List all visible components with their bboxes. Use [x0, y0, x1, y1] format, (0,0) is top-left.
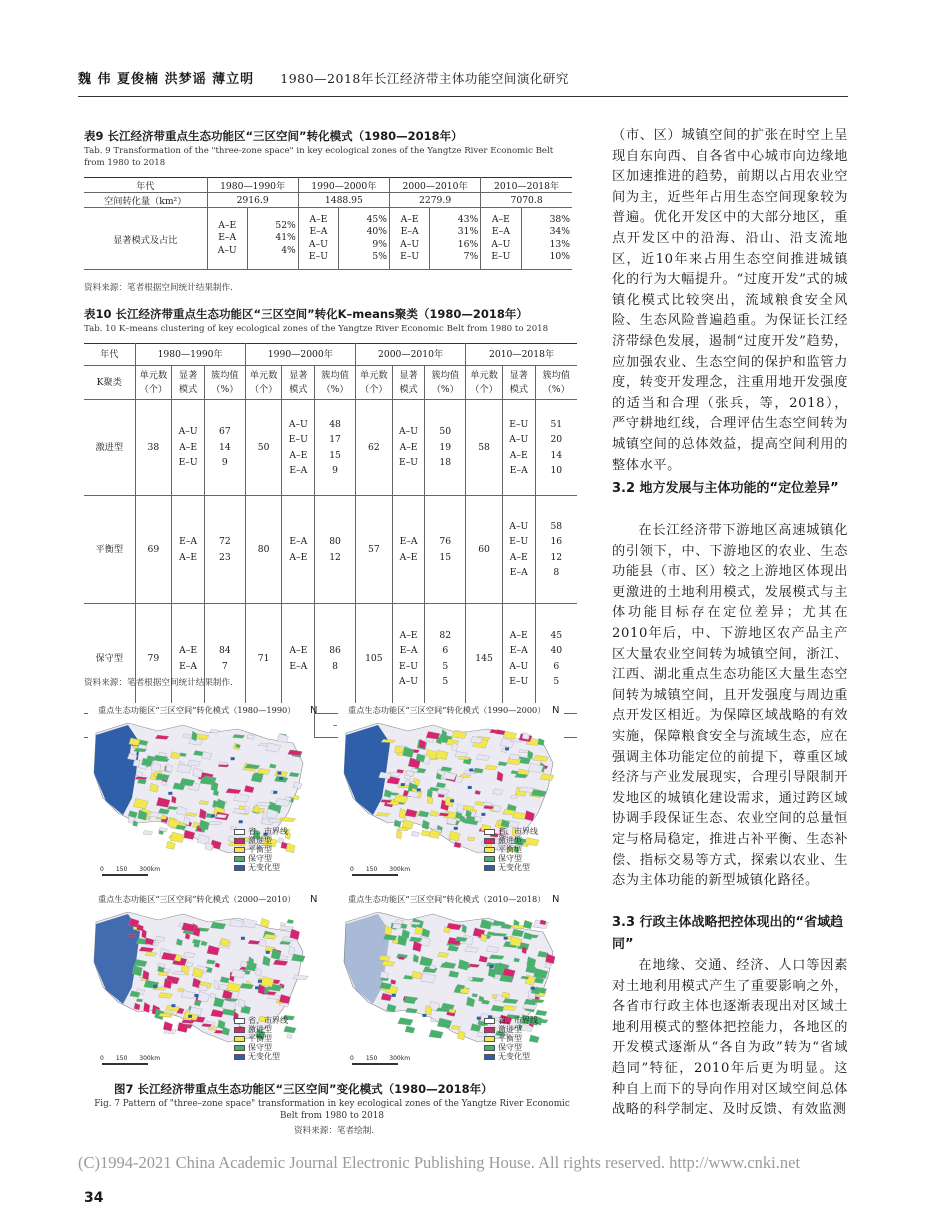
legend-swatch [234, 856, 245, 862]
map-legend [234, 1016, 288, 1061]
county-patch [293, 975, 308, 980]
county-patch [281, 817, 295, 821]
legend-item [234, 827, 288, 836]
county-patch [489, 965, 493, 968]
table10-cluster-mean: 86 8 [315, 604, 356, 714]
map-panel [88, 703, 318, 889]
table9-modes: A–E E–A A–U E–U [389, 208, 429, 270]
legend-label: 省、市界线 [248, 1016, 288, 1025]
map-title: 重点生态功能区“三区空间”转化模式（2010—2018） [348, 894, 546, 904]
table9-source: 资料来源：笔者根据空间统计结果制作. [84, 283, 233, 293]
county-patch [143, 830, 153, 835]
county-patch [468, 786, 472, 789]
county-patch [273, 791, 277, 794]
county-patch [477, 1017, 481, 1020]
table10-subheader: 簇均值 （%） [535, 366, 577, 400]
county-patch [293, 782, 302, 789]
table9-period: 2000—2010年 [389, 178, 480, 193]
legend-item [234, 1016, 288, 1025]
scale-bar [102, 874, 148, 876]
section-3-3-heading: 3.3 行政主体战略把控体现出的“省域趋同” [612, 915, 844, 952]
county-patch [530, 999, 544, 1003]
table10-cluster-mean: 80 12 [315, 496, 356, 604]
table9-modes: A–E E–A A–U [207, 208, 247, 270]
table10-subheader: 簇均值 （%） [425, 366, 466, 400]
county-patch [290, 929, 300, 940]
table10-unit-count: 58 [466, 400, 503, 496]
legend-item [484, 863, 538, 872]
table10-modes: E–A A–E [282, 496, 315, 604]
table10-period-row [84, 344, 577, 366]
scale-labels [100, 1055, 172, 1062]
county-patch [277, 734, 288, 743]
table10-cluster-mean: 48 17 15 9 [315, 400, 356, 496]
legend-item [484, 836, 538, 845]
scale-labels [350, 1055, 422, 1062]
legend-swatch [484, 1036, 495, 1042]
county-patch [411, 831, 419, 836]
county-patch [535, 1010, 547, 1016]
legend-swatch [234, 865, 245, 871]
legend-item [234, 1043, 288, 1052]
county-patch [188, 1015, 192, 1018]
table10-period: 1980—1990年 [135, 344, 245, 366]
county-patch [241, 918, 256, 928]
county-patch [417, 788, 421, 791]
legend-label: 保守型 [498, 1043, 522, 1052]
table10-subheader: 簇均值 （%） [204, 366, 245, 400]
scale-labels [100, 866, 172, 873]
scale-label: 150 [115, 1055, 128, 1062]
table10-subheader: 单元数 （个） [245, 366, 282, 400]
county-patch [531, 987, 535, 990]
legend-swatch [234, 1036, 245, 1042]
legend-label: 省、市界线 [248, 827, 288, 836]
county-patch [545, 954, 555, 964]
table10-unit-count: 60 [466, 496, 503, 604]
legend-item [234, 854, 288, 863]
table10-unit-count: 57 [355, 496, 392, 604]
legend-label: 无变化型 [498, 1052, 530, 1061]
county-patch [523, 920, 532, 929]
header-rule [78, 96, 848, 97]
map-panel [88, 892, 318, 1078]
table10-modes: A–U A–E E–U [172, 400, 205, 496]
county-patch [392, 994, 396, 997]
table10-unit-count: 69 [135, 496, 172, 604]
legend-label: 平衡型 [248, 1034, 272, 1043]
county-patch [505, 747, 509, 750]
table10-era-label: 年代 [84, 344, 135, 366]
table10-subheader: 簇均值 （%） [315, 366, 356, 400]
legend-swatch [484, 1018, 495, 1024]
table10-row [84, 604, 577, 714]
table9-modes: A–E E–A A–U E–U [481, 208, 521, 270]
table9-period: 2010—2018年 [481, 178, 572, 193]
legend-swatch [234, 847, 245, 853]
table10-cluster-mean: 84 7 [204, 604, 245, 714]
county-patch [241, 937, 245, 940]
map-panel [338, 703, 564, 889]
county-patch [504, 937, 508, 940]
table10-period: 1990—2000年 [245, 344, 355, 366]
map-title: 重点生态功能区“三区空间”转化模式（1980—1990） [98, 705, 296, 715]
table9-period: 1990—2000年 [298, 178, 389, 193]
table9-header-row [84, 178, 572, 193]
legend-item [234, 845, 288, 854]
figure7-source: 资料来源：笔者绘制. [293, 1126, 375, 1136]
county-patch [538, 738, 545, 745]
county-patch [450, 799, 454, 802]
table9-caption: 表9 长江经济带重点生态功能区“三区空间”转化模式（1980—2018年） [84, 129, 463, 143]
legend-label: 保守型 [498, 854, 522, 863]
county-patch [258, 980, 262, 983]
county-patch [492, 921, 505, 926]
table10-cluster-mean: 50 19 18 [425, 400, 466, 496]
table10-source: 资料来源：笔者根据空间统计结果制作. [84, 678, 233, 688]
paragraph-urban-expansion: （市、区）城镇空间的扩张在时空上呈现自东向西、自各省中心城市向边缘地区加速推进的趋势，前期以占用农业空间为主，近些年占用生态空间现象较为普遍。优化开发区中的大部分地区，重点开发区中的沿海、沿山、沿支流地区，近10年来占用生态空间推进城镇化的行为大幅提升。“过度开发”式的城镇化模式比较突出，流域粮食安全风险、生态风险普遍趋重。为保证长江经济带绿色发展，遏制“过度开发”趋势，应加强农业、生态空间的保护和监管力度，转变开发理念，注重用地开发强度的适当和合理（张兵，等，2018），严守耕地红线，合理评估生态空间转为城镇空间的总体效益，提高空间利用的整体水平。 [612, 128, 848, 473]
table10-unit-count: 79 [135, 604, 172, 714]
county-patch [260, 918, 269, 927]
table10-cluster-name: 保守型 [84, 604, 135, 714]
table9-caption-en: Tab. 9 Transformation of the "three-zone space" in key ecological zones of the Yangtze River Economic Belt from 1980 to 2018 [84, 146, 554, 168]
legend-swatch [484, 838, 495, 844]
table10-subheader-row [84, 366, 577, 400]
scale-label: 300km [139, 1055, 161, 1062]
legend-swatch [234, 829, 245, 835]
article-title: 1980—2018年长江经济带主体功能空间演化研究 [280, 71, 569, 86]
scale-label: 0 [350, 1055, 354, 1062]
table10-subheader: 单元数 （个） [466, 366, 503, 400]
table9-era-label: 年代 [84, 178, 207, 193]
section-3-2-heading: 3.2 地方发展与主体功能的“定位差异” [612, 481, 839, 496]
table9-amount: 2916.9 [207, 193, 298, 208]
legend-item [484, 1043, 538, 1052]
legend-label: 无变化型 [248, 1052, 280, 1061]
legend-label: 激进型 [248, 1025, 272, 1034]
legend-item [234, 1025, 288, 1034]
table10-caption: 表10 长江经济带重点生态功能区“三区空间”转化K–means聚类（1980—2018年） [84, 307, 528, 321]
legend-item [484, 845, 538, 854]
map-panel [338, 892, 564, 1078]
table9-shares: 38% 34% 13% 10% [521, 208, 572, 270]
scale-label: 0 [350, 866, 354, 873]
table10-subheader: 单元数 （个） [135, 366, 172, 400]
table10-cluster-mean: 76 15 [425, 496, 466, 604]
table10-modes: A–U A–E E–U [392, 400, 425, 496]
figure7-caption-en: Fig. 7 Pattern of "three–zone space" transformation in key ecological zones of the Yangtze River Economic Belt from 1980 to 2018 [94, 1099, 570, 1121]
table10-modes: E–A A–E [172, 496, 205, 604]
table9-modes: A–E E–A A–U E–U [298, 208, 338, 270]
county-patch [239, 820, 243, 823]
table9-shares: 52% 41% 4% [247, 208, 298, 270]
county-patch [266, 951, 270, 954]
table9-pattern-row [84, 208, 572, 270]
table10-modes: A–E E–A [282, 604, 315, 714]
county-patch [503, 731, 517, 739]
map-legend [234, 827, 288, 872]
table10-caption-en: Tab. 10 K–means clustering of key ecological zones of the Yangtze River Economic Belt from 1980 to 2018 [84, 324, 549, 334]
map-legend [484, 827, 538, 872]
legend-item [484, 827, 538, 836]
legend-label: 省、市界线 [498, 1016, 538, 1025]
legend-swatch [484, 1027, 495, 1033]
table9-amount: 7070.8 [481, 193, 572, 208]
county-patch [469, 768, 473, 771]
table10-cluster-mean: 82 6 5 5 [425, 604, 466, 714]
paragraph-positioning-difference: 在长江经济带下游地区高速城镇化的引领下，中、下游地区的农业、生态功能县（市、区）较之上游地区体现出更激进的土地利用模式，发展模式与主体功能目标存在定位差异；尤其在2010年后，中、下游地区农产品主产区大量农业空间转为城镇空间，浙江、江西、湖北重点生态功能区大量生态空间转为城镇空间，且开发强度与周边重点开发区相近。为保障区域战略的有效实施，保障粮食安全与流域生态，应在强调主体功能定位的前提下，尊重区域经济与产业发展现实，合理引导限制开发地区的城镇化建设需求，通过跨区域协调手段保证生态、农业空间的总量恒定与格局稳定，推进占补平衡、生态补偿、指标交易等方式，探索以农业、生态为主体功能的新型城镇化路径。 [612, 523, 848, 889]
table9-amount: 2279.9 [389, 193, 480, 208]
table10-modes: A–U E–U A–E E–A [282, 400, 315, 496]
scale-label: 300km [389, 866, 411, 873]
scale-labels [350, 866, 422, 873]
county-patch [495, 729, 505, 734]
legend-swatch [484, 829, 495, 835]
north-arrow-icon: N [552, 705, 560, 716]
county-patch [279, 777, 283, 780]
county-patch [540, 774, 554, 781]
map-title: 重点生态功能区“三区空间”转化模式（1990—2000） [348, 705, 546, 715]
county-patch [481, 813, 485, 816]
author-list: 魏 伟 夏俊楠 洪梦谣 薄立明 [78, 72, 255, 87]
scale-label: 0 [100, 866, 104, 873]
legend-label: 省、市界线 [498, 827, 538, 836]
table9-pattern-label: 显著模式及占比 [84, 208, 207, 270]
legend-label: 激进型 [498, 1025, 522, 1034]
county-patch [280, 922, 286, 926]
county-patch [280, 926, 295, 930]
legend-item [484, 1052, 538, 1061]
county-patch [511, 925, 525, 929]
table10-unit-count: 80 [245, 496, 282, 604]
legend-label: 无变化型 [498, 863, 530, 872]
map-legend [484, 1016, 538, 1061]
table9-shares: 45% 40% 9% 5% [339, 208, 390, 270]
county-patch [255, 986, 259, 989]
scale-label: 150 [365, 1055, 378, 1062]
map-title: 重点生态功能区“三区空间”转化模式（2000—2010） [98, 894, 296, 904]
table10-cluster-name: 激进型 [84, 400, 135, 496]
county-patch [211, 814, 215, 817]
table10-modes: A–E E–A A–U E–U [502, 604, 535, 714]
copyright-notice: (C)1994-2021 China Academic Journal Electronic Publishing House. All rights reserved. http://www.cnki.net [78, 1153, 801, 1172]
legend-swatch [484, 865, 495, 871]
table10-cluster-label: K聚类 [84, 366, 135, 400]
table10-cluster-name: 平衡型 [84, 496, 135, 604]
county-patch [454, 827, 458, 830]
figure7-caption: 图7 长江经济带重点生态功能区“三区空间”变化模式（1980—2018年） [114, 1082, 493, 1096]
table10-cluster-mean: 51 20 14 10 [535, 400, 577, 496]
county-patch [170, 832, 185, 843]
county-patch [421, 830, 430, 836]
legend-swatch [484, 1045, 495, 1051]
north-arrow-icon: N [310, 705, 318, 716]
table10-modes: E–U A–U A–E E–A [502, 400, 535, 496]
county-patch [422, 1014, 426, 1017]
legend-item [234, 1052, 288, 1061]
paragraph-provincial-convergence: 在地缘、交通、经济、人口等因素对土地利用模式产生了重要影响之外，各省市行政主体也逐渐表现出对区域土地利用模式的整体把控能力，各地区的开发模式逐渐从“各自为政”转为“省域趋同”特征，2010年后更为明显。这种自上而下的导向作用对区域空间总体战略的科学制定、及时反馈、有效监测 [612, 958, 848, 1118]
legend-swatch [234, 1018, 245, 1024]
legend-label: 平衡型 [498, 845, 522, 854]
table10-unit-count: 71 [245, 604, 282, 714]
table10-unit-count: 38 [135, 400, 172, 496]
table10-unit-count: 105 [355, 604, 392, 714]
county-patch [231, 757, 235, 760]
table10-modes: A–E E–A E–U A–U [392, 604, 425, 714]
county-patch [293, 795, 299, 800]
scale-bar [102, 1063, 148, 1065]
county-patch [210, 729, 219, 733]
legend-swatch [484, 856, 495, 862]
scale-bar [352, 874, 398, 876]
legend-label: 平衡型 [498, 1034, 522, 1043]
county-patch [288, 750, 302, 755]
table9-amount-row [84, 193, 572, 208]
table10-unit-count: 62 [355, 400, 392, 496]
county-patch [405, 1026, 415, 1033]
table10-subheader: 显著 模式 [502, 366, 535, 400]
table10-cluster-mean: 67 14 9 [204, 400, 245, 496]
scale-label: 150 [365, 866, 378, 873]
county-patch [291, 954, 305, 962]
table9-amount-label: 空间转化量（km²） [84, 193, 207, 208]
county-patch [166, 841, 175, 849]
county-patch [163, 1021, 172, 1031]
scale-label: 150 [115, 866, 128, 873]
county-patch [396, 829, 402, 839]
legend-label: 平衡型 [248, 845, 272, 854]
legend-item [234, 836, 288, 845]
legend-swatch [234, 1027, 245, 1033]
table10-subheader: 单元数 （个） [355, 366, 392, 400]
table10-subheader: 显著 模式 [392, 366, 425, 400]
legend-item [234, 863, 288, 872]
north-arrow-icon: N [552, 894, 560, 905]
page-number: 34 [84, 1190, 104, 1206]
legend-item [484, 1025, 538, 1034]
table10-unit-count: 50 [245, 400, 282, 496]
legend-label: 激进型 [498, 836, 522, 845]
scale-bar [352, 1063, 398, 1065]
table10-modes: E–A A–E [392, 496, 425, 604]
table10-unit-count: 145 [466, 604, 503, 714]
legend-label: 激进型 [248, 836, 272, 845]
legend-swatch [234, 1054, 245, 1060]
county-patch [540, 920, 547, 925]
county-patch [429, 1030, 443, 1039]
table10-subheader: 显著 模式 [172, 366, 205, 400]
county-patch [277, 772, 281, 775]
legend-swatch [234, 1045, 245, 1051]
scale-label: 300km [139, 866, 161, 873]
table9-amount: 1488.95 [298, 193, 389, 208]
county-patch [168, 792, 172, 795]
county-patch [171, 1004, 175, 1007]
table10-cluster-mean: 72 23 [204, 496, 245, 604]
table9-shares: 43% 31% 16% 7% [430, 208, 481, 270]
legend-swatch [234, 838, 245, 844]
county-patch [153, 985, 157, 988]
table10-subheader: 显著 模式 [282, 366, 315, 400]
table10-period: 2000—2010年 [355, 344, 465, 366]
county-patch [398, 1018, 413, 1025]
county-patch [522, 732, 530, 739]
table10-row [84, 496, 577, 604]
county-patch [194, 994, 198, 997]
legend-label: 保守型 [248, 854, 272, 863]
legend-item [484, 1034, 538, 1043]
table10-cluster-mean: – [315, 714, 356, 738]
legend-label: 保守型 [248, 1043, 272, 1052]
running-head [78, 68, 848, 90]
legend-item [484, 854, 538, 863]
county-patch [401, 783, 405, 786]
legend-label: 无变化型 [248, 863, 280, 872]
legend-item [234, 1034, 288, 1043]
table10-row [84, 400, 577, 496]
legend-swatch [484, 847, 495, 853]
table9-period: 1980—1990年 [207, 178, 298, 193]
table10-modes: A–U E–U A–E E–A [502, 496, 535, 604]
table10-cluster-mean: 45 40 6 5 [535, 604, 577, 714]
legend-swatch [484, 1054, 495, 1060]
north-arrow-icon: N [310, 894, 318, 905]
legend-item [484, 1016, 538, 1025]
scale-label: 300km [389, 1055, 411, 1062]
scale-label: 0 [100, 1055, 104, 1062]
table10-modes: A–E E–A [172, 604, 205, 714]
table9 [84, 177, 572, 270]
table10-period: 2010—2018年 [466, 344, 577, 366]
table10-cluster-mean: 58 16 12 8 [535, 496, 577, 604]
county-patch [287, 919, 294, 923]
